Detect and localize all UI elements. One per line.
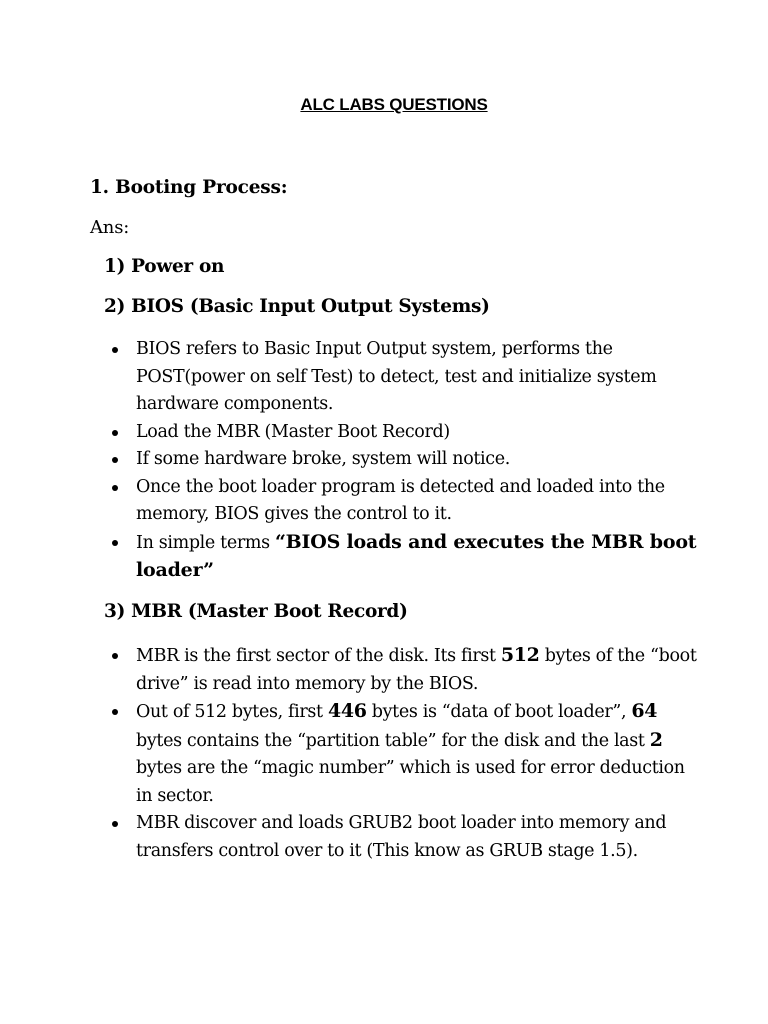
answer-label: Ans: — [90, 217, 130, 238]
bullet-icon — [112, 347, 118, 353]
bullet-text: In simple terms — [136, 532, 275, 553]
document-title: ALC LABS QUESTIONS — [300, 95, 488, 114]
bullet-icon — [112, 653, 118, 659]
list-item — [110, 810, 700, 865]
mbr-bullet-list — [110, 642, 700, 865]
list-item — [110, 446, 700, 474]
bullet-text: Once the boot loader program is detected and loaded into the memory, BIOS gives the control to it. — [136, 476, 665, 524]
bullet-text: bytes is “data of boot loader”, — [366, 702, 632, 722]
bold-number: 446 — [327, 700, 367, 722]
step-heading-power-on: 1) Power on — [104, 256, 225, 277]
list-item — [110, 529, 700, 586]
bullet-text: MBR discover and loads GRUB2 boot loader into memory and transfers control over to it (This know as GRUB stage 1.5). — [136, 813, 667, 861]
bullet-text: bytes contains the “partition table” for the disk and the last — [136, 730, 650, 751]
step-heading-mbr: 3) MBR (Master Boot Record) — [104, 601, 408, 622]
list-item — [110, 336, 700, 419]
bold-number: 512 — [500, 644, 540, 666]
bold-number: 64 — [631, 700, 658, 722]
bullet-text: BIOS refers to Basic Input Output system, performs the POST(power on self Test) to detect, test and initialize system hardware components. — [136, 339, 657, 414]
step-heading-bios: 2) BIOS (Basic Input Output Systems) — [104, 296, 490, 317]
bullet-icon — [112, 485, 118, 491]
bullet-icon — [112, 430, 118, 436]
bullet-emphasis-quote: “BIOS loads and executes the MBR boot loader” — [136, 530, 697, 581]
bullet-text: Load the MBR (Master Boot Record) — [136, 421, 450, 442]
bullet-text: MBR is the first sector of the disk. Its first — [136, 646, 501, 666]
question-heading: 1. Booting Process: — [90, 177, 288, 198]
list-item — [110, 419, 700, 447]
bullet-text: bytes of the “boot drive” is read into memory by the BIOS. — [136, 646, 697, 694]
bold-number: 2 — [649, 728, 663, 751]
bullet-text: bytes are the “magic number” which is used for error deduction in sector. — [136, 758, 685, 806]
bullet-text: If some hardware broke, system will notice. — [136, 449, 510, 469]
bullet-icon — [112, 540, 118, 546]
bullet-icon — [112, 821, 118, 827]
bullet-text: Out of 512 bytes, first — [136, 702, 328, 722]
bios-bullet-list — [110, 336, 700, 586]
bullet-icon — [112, 457, 118, 463]
list-item — [110, 474, 700, 529]
list-item — [110, 698, 700, 810]
bullet-icon — [112, 709, 118, 715]
list-item — [110, 642, 700, 698]
